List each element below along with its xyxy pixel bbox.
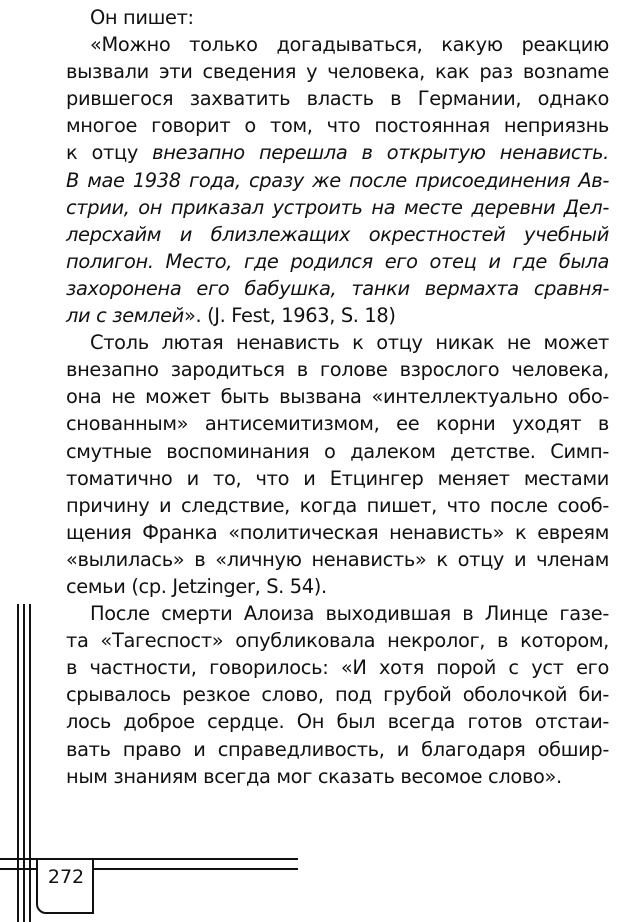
text-run: Он пишет: <box>90 6 194 29</box>
italic-text: полигон. Место, где родился его отец и где была <box>66 249 609 273</box>
text-line <box>66 492 609 519</box>
text-run: томатично и то, что и Етцингер меняет местами <box>66 466 609 490</box>
text-line <box>66 573 609 600</box>
text-line <box>66 302 609 329</box>
footer-rule <box>0 868 36 870</box>
text-run: После смерти Алоиза выходившая в Линце газе- <box>90 602 609 626</box>
page-number: 272 <box>47 866 85 888</box>
text-line <box>66 248 609 275</box>
italic-text: лерсхайм и близлежащих окрестностей учебный <box>66 222 609 246</box>
text-run: «вылилась» в «личную ненависть» к отцу и членам <box>66 547 609 571</box>
text-line <box>66 708 609 735</box>
text-run: лось доброе сердце. Он был всегда готов отстаи- <box>66 710 609 734</box>
footer-rule <box>0 858 36 860</box>
margin-rule <box>29 604 31 922</box>
text-line <box>66 600 609 627</box>
text-line <box>66 221 609 248</box>
text-run: семьи (ср. Jetzinger, S. 54). <box>66 574 327 598</box>
text-run: Столь лютая ненависть к отцу никак не может <box>90 331 609 355</box>
text-line <box>66 519 609 546</box>
text-run: причину и следствие, когда пишет, что после сооб- <box>66 493 609 517</box>
text-line <box>66 31 609 58</box>
text-run: «Можно только догадываться, какую реакцию <box>90 33 609 57</box>
text-line <box>66 465 609 492</box>
italic-text: В мае 1938 года, сразу же после присоединения Ав- <box>66 168 609 192</box>
text-run: рившегося захватить власть в Германии, однако <box>66 87 609 111</box>
text-line <box>66 194 609 221</box>
text-run: в частности, говорилось: «И хотя порой с уст его <box>66 656 609 680</box>
text-run: вызвали эти сведения у человека, как раз возname <box>66 60 609 84</box>
margin-rule <box>17 604 19 922</box>
text-line <box>66 58 609 85</box>
text-run: та «Тагеспост» опубликовала некролог, в котором, <box>66 629 609 653</box>
text-line <box>66 763 609 790</box>
text-line <box>66 275 609 302</box>
text-line <box>66 383 609 410</box>
text-line <box>66 356 609 383</box>
text-run: внезапно зародиться в голове взрослого человека, <box>66 358 609 382</box>
text-line <box>66 85 609 112</box>
text-run: к отцу <box>66 141 153 165</box>
text-run: щения Франка «политическая ненависть» к евреям <box>66 520 609 544</box>
italic-text: ли с землей <box>66 304 184 328</box>
text-line <box>66 410 609 437</box>
text-run: она не может быть вызвана «интеллектуально обо- <box>66 385 609 409</box>
text-run: вать право и справедливость, и благодаря обшир- <box>66 737 609 761</box>
text-line <box>66 681 609 708</box>
text-run: снованным» антисемитизмом, ее корни уходят в <box>66 412 609 436</box>
text-run: многое говорит о том, что постоянная неприязнь <box>66 114 609 138</box>
text-run: смутные воспоминания о далеком детстве. Симп- <box>66 439 609 463</box>
text-run: ». (J. Fest, 1963, S. 18) <box>183 304 396 328</box>
text-line <box>66 112 609 139</box>
footer-rule <box>92 868 298 870</box>
text-line <box>66 139 609 166</box>
text-line <box>66 736 609 763</box>
text-line <box>66 654 609 681</box>
text-line <box>66 167 609 194</box>
italic-text: стрии, он приказал устроить на месте деревни Дел- <box>66 195 609 219</box>
text-line <box>66 546 609 573</box>
text-run: ным знаниям всегда мог сказать весомое слово». <box>66 764 562 788</box>
text-line <box>66 627 609 654</box>
text-line <box>66 438 609 465</box>
italic-text: внезапно перешла в открытую ненависть. <box>152 141 609 165</box>
body-text <box>66 4 609 790</box>
italic-text: захоронена его бабушка, танки вермахта сравня- <box>66 276 609 300</box>
text-line <box>66 329 609 356</box>
text-run: срывалось резкое слово, под грубой оболочкой би- <box>66 683 609 707</box>
margin-rule <box>23 604 25 922</box>
footer-rule <box>92 858 298 860</box>
text-line <box>66 4 609 31</box>
